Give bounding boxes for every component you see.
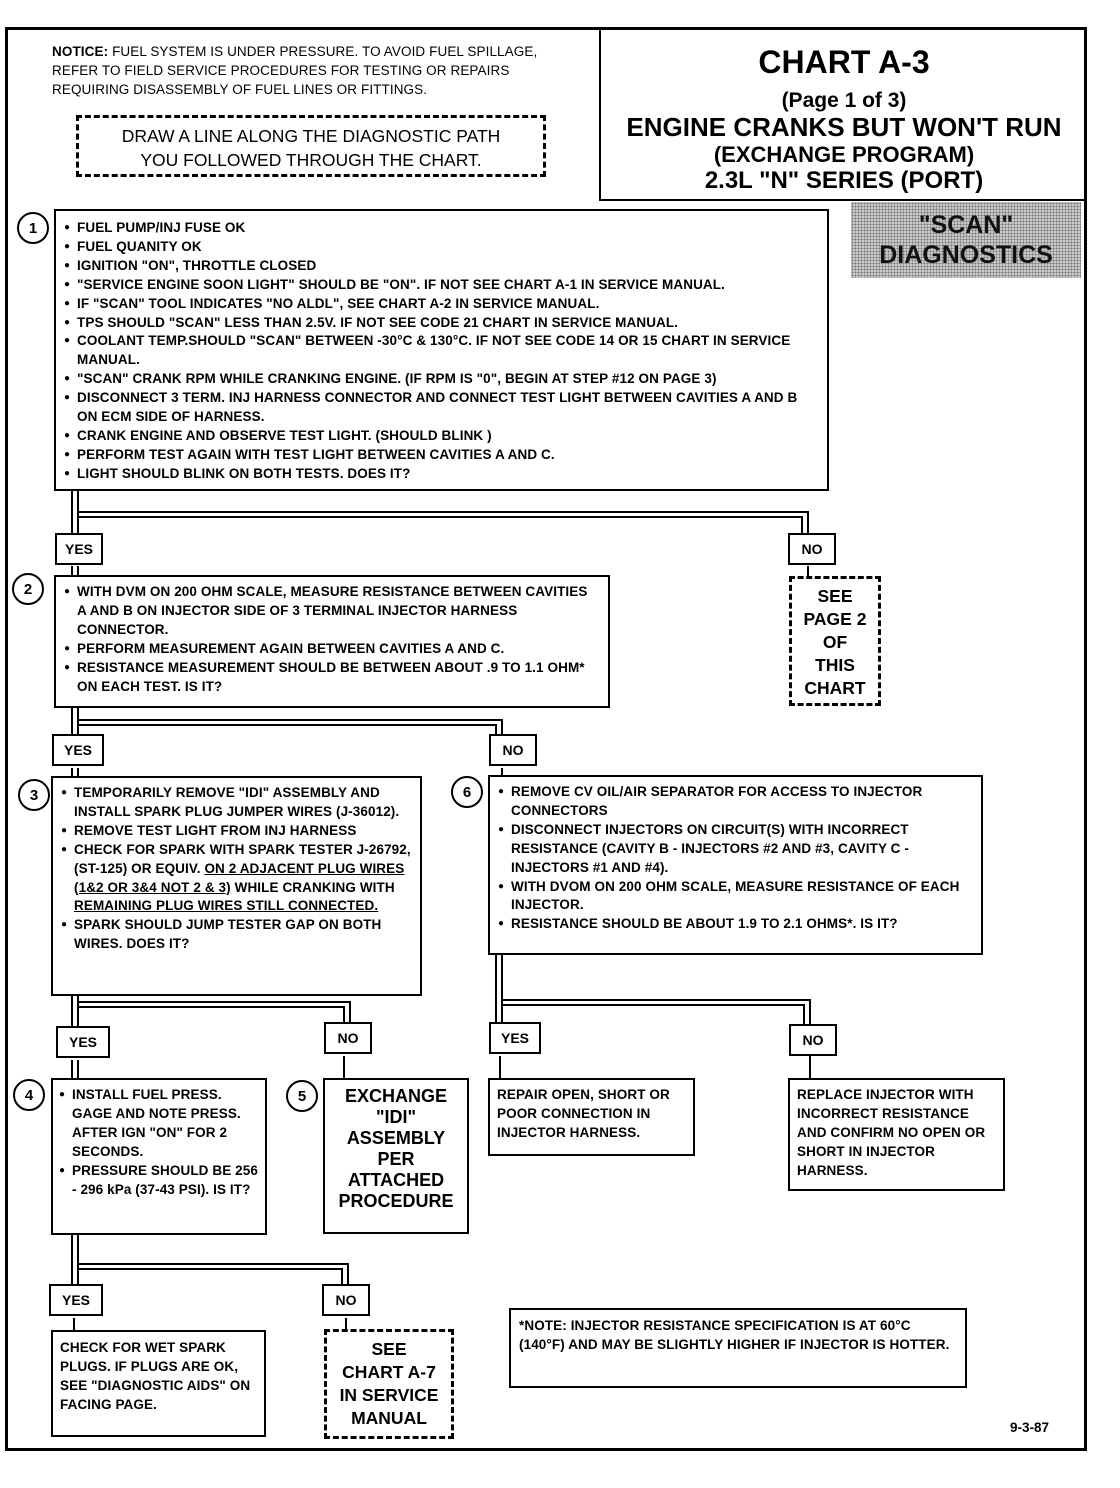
step-number-3: 3 (18, 779, 50, 811)
see-a7-line: MANUAL (351, 1408, 427, 1428)
see-page2-line: SEE (817, 586, 853, 606)
connector-s6-yes (496, 955, 502, 1024)
step-2-box (54, 575, 610, 708)
step-6-item: ● WITH DVOM ON 200 OHM SCALE, MEASURE RESISTANCE OF EACH INJECTOR. (498, 878, 973, 916)
step-6-yes-label: YES (489, 1022, 541, 1054)
step-number-6: 6 (451, 776, 483, 808)
chart-id: CHART A-3 (758, 44, 930, 80)
step-number-2: 2 (12, 573, 44, 605)
see-page-2-box (789, 576, 881, 706)
step-1-item: ● CRANK ENGINE AND OBSERVE TEST LIGHT. (SHOULD BLINK ) (64, 427, 819, 446)
step-3-item3-b: ON 2 ADJACENT PLUG WIRES (1&2 OR 3&4 NOT 2 & 3) (74, 860, 405, 895)
step-1-item: ● FUEL PUMP/INJ FUSE OK (64, 219, 819, 238)
date-code: 9-3-87 (1010, 1420, 1050, 1435)
step-2-item: ● PERFORM MEASUREMENT AGAIN BETWEEN CAVITIES A AND C. (64, 640, 600, 659)
step-3-item: ● SPARK SHOULD JUMP TESTER GAP ON BOTH WIRES. DOES IT? (61, 916, 412, 954)
step-5-line: ATTACHED (347, 1170, 445, 1190)
badge-line1: "SCAN" (918, 211, 1014, 239)
step-3-item: ● TEMPORARILY REMOVE "IDI" ASSEMBLY AND INSTALL SPARK PLUG JUMPER WIRES (J-36012). (61, 784, 412, 822)
step-5-line: EXCHANGE (344, 1086, 447, 1106)
step-3-item3-a: CHECK FOR SPARK WITH SPARK TESTER J-26792, (ST-125) OR EQUIV. (74, 841, 411, 876)
step-4-box (51, 1078, 267, 1235)
step-6-list (498, 783, 973, 934)
connector-s4-yes (72, 1234, 78, 1286)
step-1-box (54, 209, 829, 491)
badge-line2: DIAGNOSTICS (879, 241, 1053, 269)
footnote-box: *NOTE: INJECTOR RESISTANCE SPECIFICATION IS AT 60°C (140°F) AND MAY BE SLIGHTLY HIGHER IF INJECTOR IS HOTTER. (509, 1308, 967, 1388)
step-1-item: ● TPS SHOULD "SCAN" LESS THAN 2.5V. IF NOT SEE CODE 21 CHART IN SERVICE MANUAL. (64, 314, 819, 333)
chart-title: ENGINE CRANKS BUT WON'T RUN (626, 112, 1062, 142)
step-4-item: ● PRESSURE SHOULD BE 256 - 296 kPa (37-43 PSI). IS IT? (59, 1162, 259, 1200)
wet-spark-box: CHECK FOR WET SPARK PLUGS. IF PLUGS ARE OK, SEE "DIAGNOSTIC AIDS" ON FACING PAGE. (51, 1330, 266, 1437)
see-a7-line: IN SERVICE (339, 1385, 439, 1405)
step-6-box (488, 775, 983, 955)
see-chart-a7-box (324, 1329, 454, 1439)
step-1-item: ● IF "SCAN" TOOL INDICATES "NO ALDL", SEE CHART A-2 IN SERVICE MANUAL. (64, 295, 819, 314)
step-1-item: ● DISCONNECT 3 TERM. INJ HARNESS CONNECTOR AND CONNECT TEST LIGHT BETWEEN CAVITIES A AND B ON ECM SIDE OF HARNESS. (64, 389, 819, 427)
step-6-item: ● DISCONNECT INJECTORS ON CIRCUIT(S) WITH INCORRECT RESISTANCE (CAVITY B - INJECTORS #2 AND #3, CAVITY C - INJECTORS #1 AND #4). (498, 821, 973, 878)
connector-s3-no (78, 1002, 350, 1024)
draw-line-note-line2: YOU FOLLOWED THROUGH THE CHART. (140, 150, 482, 170)
step-1-item: ● LIGHT SHOULD BLINK ON BOTH TESTS. DOES IT? (64, 465, 819, 484)
notice-body: FUEL SYSTEM IS UNDER PRESSURE. TO AVOID FUEL SPILLAGE, REFER TO FIELD SERVICE PROCEDURES FOR TESTING OR REPAIRS REQUIRING DISASSEMBLY OF FUEL LINES OR FITTINGS. (52, 44, 538, 97)
step-2-yes-label: YES (52, 734, 104, 766)
step-1-list (64, 219, 819, 484)
step-4-list (59, 1086, 259, 1199)
step-1-item: ● PERFORM TEST AGAIN WITH TEST LIGHT BETWEEN CAVITIES A AND C. (64, 446, 819, 465)
connector-s1-yes (72, 490, 78, 534)
step-3-box (51, 776, 422, 996)
see-page2-line: PAGE 2 (803, 609, 867, 629)
step-number-5: 5 (286, 1080, 318, 1112)
step-number-4: 4 (13, 1079, 45, 1111)
step-3-yes-label: YES (56, 1026, 110, 1058)
repair-outcome-box: REPAIR OPEN, SHORT OR POOR CONNECTION IN INJECTOR HARNESS. (488, 1078, 695, 1156)
series-label: 2.3L "N" SERIES (PORT) (704, 167, 984, 194)
scan-diagnostics-badge (851, 202, 1081, 278)
page-indicator: (Page 1 of 3) (781, 89, 907, 112)
step-2-list (64, 583, 600, 696)
draw-line-note-line1: DRAW A LINE ALONG THE DIAGNOSTIC PATH (121, 126, 501, 146)
header-box (599, 27, 1087, 201)
replace-outcome-box: REPLACE INJECTOR WITH INCORRECT RESISTANCE AND CONFIRM NO OPEN OR SHORT IN INJECTOR HARNESS. (788, 1078, 1005, 1191)
step-4-no-label: NO (322, 1284, 370, 1316)
step-5-line: PROCEDURE (338, 1191, 454, 1211)
step-1-item: ● "SERVICE ENGINE SOON LIGHT" SHOULD BE "ON". IF NOT SEE CHART A-1 IN SERVICE MANUAL. (64, 276, 819, 295)
step-2-item: ● WITH DVM ON 200 OHM SCALE, MEASURE RESISTANCE BETWEEN CAVITIES A AND B ON INJECTOR SIDE OF 3 TERMINAL INJECTOR HARNESS CONNECTOR. (64, 583, 600, 640)
see-a7-line: CHART A-7 (342, 1362, 436, 1382)
notice-label: NOTICE: (52, 44, 109, 59)
step-1-no-label: NO (788, 533, 836, 565)
step-1-item: ● FUEL QUANITY OK (64, 238, 819, 257)
step-3-item: ● REMOVE TEST LIGHT FROM INJ HARNESS (61, 822, 412, 841)
see-page2-line: THIS (815, 655, 855, 675)
notice-text (52, 42, 582, 99)
step-5-line: "IDI" (375, 1107, 417, 1127)
step-5-line: ASSEMBLY (346, 1128, 446, 1148)
step-6-item: ● REMOVE CV OIL/AIR SEPARATOR FOR ACCESS TO INJECTOR CONNECTORS (498, 783, 973, 821)
step-5-line: PER (377, 1149, 415, 1169)
step-2-no-label: NO (489, 734, 537, 766)
connector-yes-s4 (72, 1060, 78, 1080)
step-number-1: 1 (17, 212, 49, 244)
step-5-box (323, 1078, 469, 1234)
connector-s2-yes (72, 706, 78, 736)
step-3-item3-c: WHILE CRANKING WITH (230, 879, 395, 895)
step-3-no-label: NO (324, 1022, 372, 1054)
see-a7-line: SEE (371, 1339, 407, 1359)
step-1-item: ● IGNITION "ON", THROTTLE CLOSED (64, 257, 819, 276)
connector-s4-no (78, 1264, 348, 1286)
step-1-yes-label: YES (55, 533, 103, 565)
program-label: (EXCHANGE PROGRAM) (713, 142, 975, 167)
step-2-item: ● RESISTANCE MEASUREMENT SHOULD BE BETWEEN ABOUT .9 TO 1.1 OHM* ON EACH TEST. IS IT? (64, 659, 600, 697)
step-4-yes-label: YES (49, 1284, 103, 1316)
step-4-item: ● INSTALL FUEL PRESS. GAGE AND NOTE PRESS. AFTER IGN "ON" FOR 2 SECONDS. (59, 1086, 259, 1162)
step-3-item3-d: REMAINING PLUG WIRES STILL CONNECTED. (74, 898, 379, 914)
see-page2-line: OF (822, 632, 848, 652)
step-3-list (61, 784, 412, 954)
connector-s2-no (78, 720, 502, 736)
step-6-no-label: NO (789, 1024, 837, 1056)
connector-s6-no (502, 1000, 810, 1024)
step-6-item: ● RESISTANCE SHOULD BE ABOUT 1.9 TO 2.1 OHMS*. IS IT? (498, 915, 973, 934)
see-page2-line: CHART (804, 678, 866, 698)
connector-s1-no (78, 512, 808, 534)
step-1-item: ● "SCAN" CRANK RPM WHILE CRANKING ENGINE. (IF RPM IS "0", BEGIN AT STEP #12 ON PAGE 3) (64, 370, 819, 389)
step-1-item: ● COOLANT TEMP.SHOULD "SCAN" BETWEEN -30°C & 130°C. IF NOT SEE CODE 14 OR 15 CHART IN SERVICE MANUAL. (64, 332, 819, 370)
connector-s3-yes (72, 995, 78, 1028)
step-3-item (61, 841, 412, 917)
draw-line-note (76, 115, 546, 177)
